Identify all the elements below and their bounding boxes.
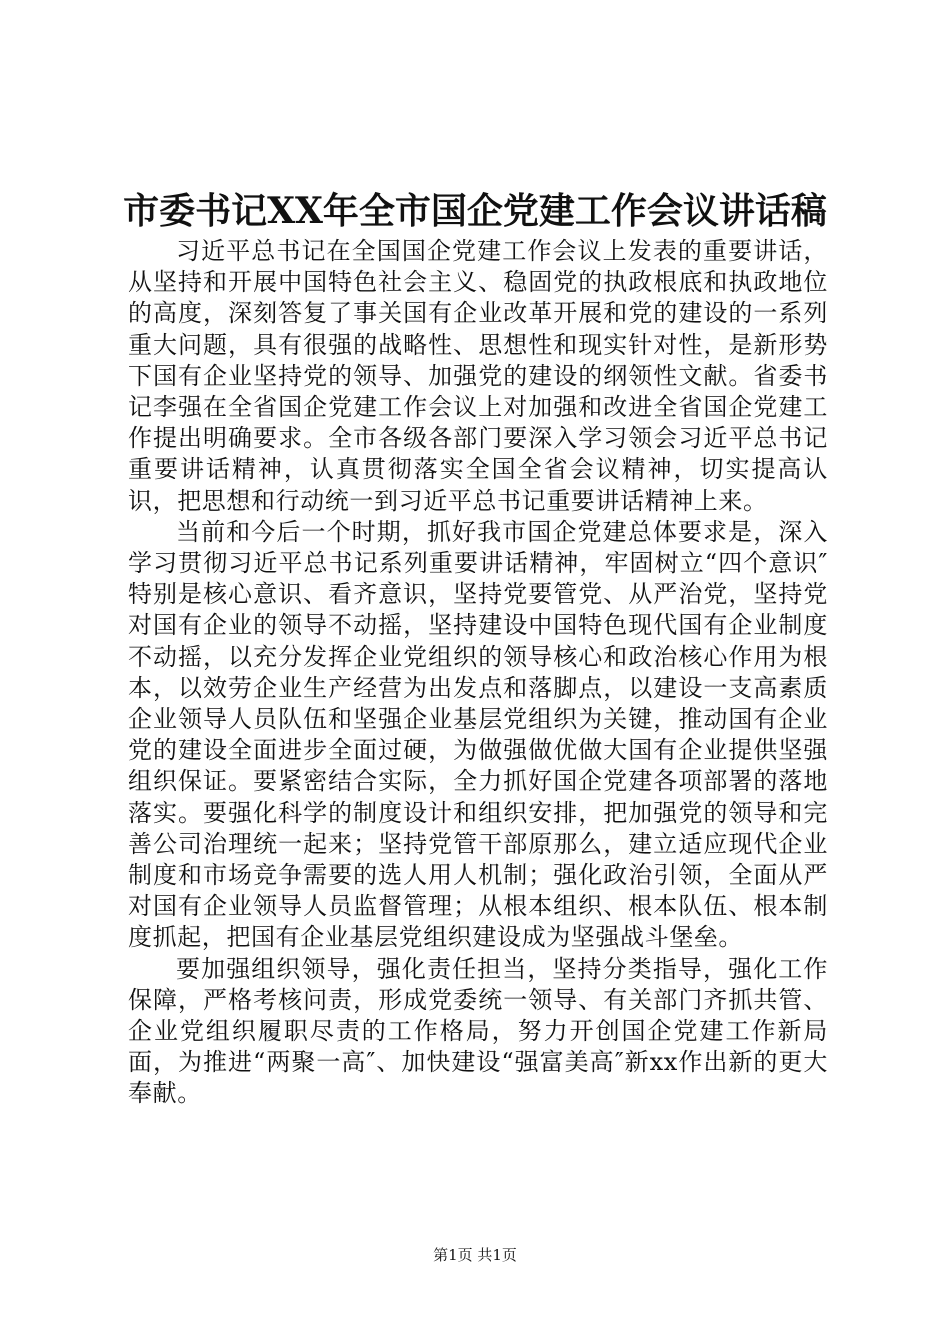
document-title: 市委书记XX年全市国企党建工作会议讲话稿	[123, 190, 827, 232]
body-paragraph-1: 习近平总书记在全国国企党建工作会议上发表的重要讲话，从坚持和开展中国特色社会主义、稳固党的执政根底和执政地位的高度，深刻答复了事关国有企业改革开展和党的建设的一系列重大问题，具有很强的战略性、思想性和现实针对性，是新形势下国有企业坚持党的领导、加强党的建设的纲领性文献。省委书记李强在全省国企党建工作会议上对加强和改进全省国企党建工作提出明确要求。全市各级各部门要深入学习领会习近平总书记重要讲话精神，认真贯彻落实全国全省会议精神，切实提高认识，把思想和行动统一到习近平总书记重要讲话精神上来。	[128, 237, 828, 515]
document-body	[128, 236, 828, 1110]
body-paragraph-2: 当前和今后一个时期，抓好我市国企党建总体要求是，深入学习贯彻习近平总书记系列重要讲话精神，牢固树立“四个意识″特别是核心意识、看齐意识，坚持党要管党、从严治党，坚持党对国有企业的领导不动摇，坚持建设中国特色现代国有企业制度不动摇，以充分发挥企业党组织的领导核心和政治核心作用为根本，以效劳企业生产经营为出发点和落脚点，以建设一支高素质企业领导人员队伍和坚强企业基层党组织为关键，推动国有企业党的建设全面进步全面过硬，为做强做优做大国有企业提供坚强组织保证。要紧密结合实际，全力抓好国企党建各项部署的落地落实。要强化科学的制度设计和组织安排，把加强党的领导和完善公司治理统一起来；坚持党管干部原那么，建立适应现代企业制度和市场竞争需要的选人用人机制；强化政治引领，全面从严对国有企业领导人员监督管理；从根本组织、根本队伍、根本制度抓起，把国有企业基层党组织建设成为坚强战斗堡垒。	[128, 517, 828, 952]
page-footer: 第1页 共1页	[433, 1246, 517, 1264]
body-paragraph-3: 要加强组织领导，强化责任担当，坚持分类指导，强化工作保障，严格考核问责，形成党委统一领导、有关部门齐抓共管、企业党组织履职尽责的工作格局，努力开创国企党建工作新局面，为推进“两聚一高″、加快建设“强富美高″新xx作出新的更大奉献。	[128, 954, 828, 1108]
